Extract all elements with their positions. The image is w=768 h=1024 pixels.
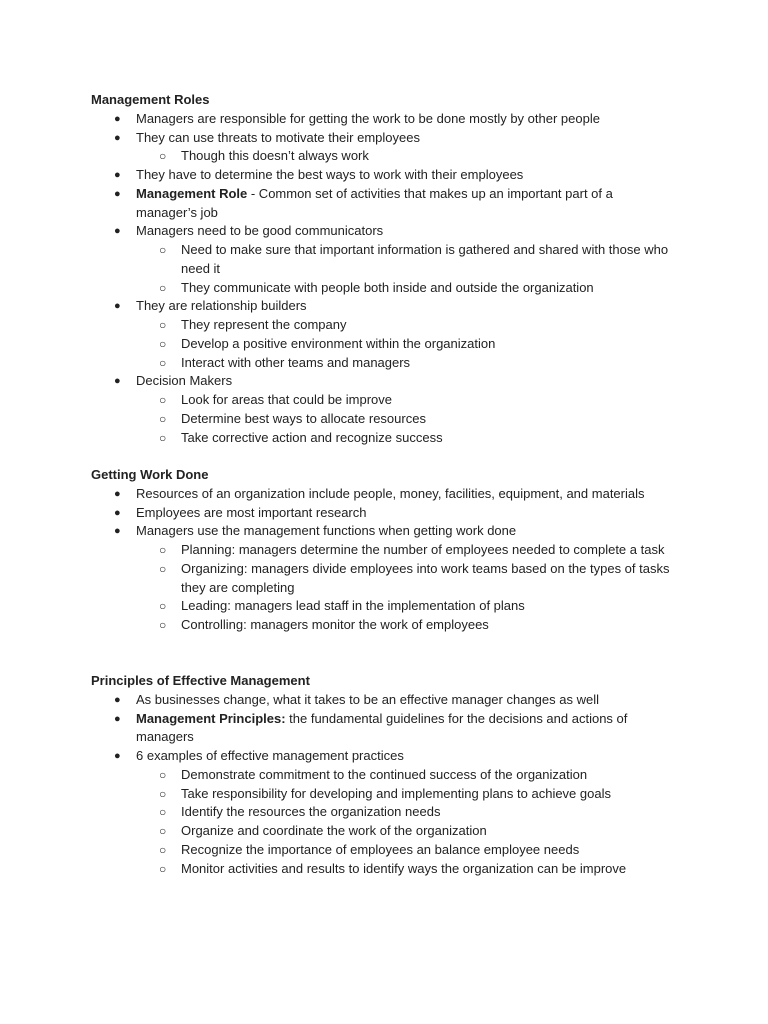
- sub-item-text: Planning: managers determine the number of employees needed to complete a task: [181, 542, 665, 557]
- sub-item-text: Organize and coordinate the work of the organization: [181, 823, 487, 838]
- sub-item-text: Need to make sure that important information is gathered and shared with those who need it: [181, 242, 669, 276]
- circle-bullet-icon: ○: [159, 430, 167, 445]
- circle-bullet-icon: ○: [159, 618, 167, 632]
- list-item: [91, 522, 691, 635]
- list-item-text: [136, 710, 666, 748]
- circle-bullet-icon: ○: [159, 786, 167, 801]
- list-item-text: They have to determine the best ways to work with their employees: [136, 167, 524, 182]
- sub-list-item: [91, 147, 691, 166]
- sub-item-text: Demonstrate commitment to the continued success of the organization: [181, 766, 588, 782]
- bullet-icon: ●: [114, 131, 121, 144]
- bullet-list: [91, 691, 691, 879]
- section-heading: Management Roles: [91, 92, 210, 107]
- list-item: [91, 185, 691, 223]
- bullet-icon: ●: [114, 169, 121, 181]
- sub-list-item: [91, 616, 691, 635]
- list-item: [91, 297, 691, 372]
- circle-bullet-icon: ○: [159, 336, 167, 351]
- sub-list-item: [91, 335, 691, 354]
- list-item-text: 6 examples of effective management practices: [136, 748, 404, 763]
- circle-bullet-icon: ○: [159, 149, 167, 164]
- sub-item-text: Organizing: managers divide employees into work teams based on the types of tasks they are completing: [181, 560, 670, 595]
- sub-list-item: [91, 316, 691, 335]
- sub-list-item: [91, 766, 691, 785]
- circle-bullet-icon: ○: [159, 861, 167, 876]
- list-item: [91, 166, 691, 185]
- sub-list: [136, 541, 691, 635]
- sub-list-item: [91, 597, 691, 616]
- term-definition: - Common set of activities that makes up an important part of a manager’s job: [136, 185, 613, 220]
- list-item: [91, 222, 691, 297]
- sub-item-text: They represent the company: [181, 317, 347, 332]
- circle-bullet-icon: ○: [159, 824, 167, 838]
- sub-list: [136, 766, 691, 879]
- circle-bullet-icon: ○: [159, 599, 167, 614]
- term-definition: the fundamental guidelines for the decisions and actions of managers: [136, 710, 628, 745]
- bullet-icon: ●: [114, 225, 121, 238]
- section-principles: [91, 672, 691, 878]
- bullet-icon: ●: [114, 750, 121, 762]
- sub-list: [136, 391, 691, 447]
- term-bold: Management Principles:: [136, 710, 286, 726]
- list-item: [91, 372, 691, 447]
- list-item: [91, 129, 691, 167]
- term-bold: Management Role: [136, 185, 248, 201]
- section-heading: Principles of Effective Management: [91, 673, 310, 688]
- circle-bullet-icon: ○: [159, 805, 167, 820]
- sub-list-item: [91, 241, 691, 279]
- list-item-text: Employees are most important research: [136, 504, 367, 520]
- sub-list: [136, 316, 691, 372]
- sub-list-item: [91, 541, 691, 560]
- sub-list-item: [91, 354, 691, 373]
- list-item-text: Managers need to be good communicators: [136, 223, 384, 239]
- list-item: [91, 110, 691, 129]
- sub-list-item: [91, 410, 691, 429]
- sub-list-item: [91, 803, 691, 822]
- circle-bullet-icon: ○: [159, 543, 167, 557]
- sub-list-item: [91, 841, 691, 860]
- list-item: [91, 710, 691, 748]
- list-item-text: [136, 185, 626, 223]
- sub-item-text: Determine best ways to allocate resources: [181, 410, 426, 426]
- bullet-icon: ●: [114, 693, 121, 706]
- circle-bullet-icon: ○: [159, 355, 167, 370]
- list-item: [91, 691, 691, 710]
- section-getting-work-done: [91, 466, 691, 635]
- sub-item-text: They communicate with people both inside and outside the organization: [181, 279, 594, 295]
- sub-list-item: [91, 785, 691, 804]
- list-item-text: Managers use the management functions when getting work done: [136, 523, 517, 539]
- sub-item-text: Interact with other teams and managers: [181, 354, 411, 370]
- section-management-roles: [91, 91, 691, 447]
- sub-list-item: [91, 822, 691, 841]
- sub-list-item: [91, 279, 691, 298]
- sub-item-text: Take responsibility for developing and implementing plans to achieve goals: [181, 785, 611, 801]
- sub-item-text: Recognize the importance of employees an balance employee needs: [181, 841, 580, 857]
- list-item-text: Managers are responsible for getting the work to be done mostly by other people: [136, 110, 600, 126]
- sub-item-text: Though this doesn’t always work: [181, 148, 369, 164]
- list-item-text: Decision Makers: [136, 373, 233, 389]
- circle-bullet-icon: ○: [159, 842, 167, 857]
- bullet-icon: ●: [114, 525, 121, 538]
- list-item-text: They can use threats to motivate their employees: [136, 129, 420, 145]
- sub-item-text: Leading: managers lead staff in the implementation of plans: [181, 598, 525, 614]
- list-item: [91, 504, 691, 523]
- circle-bullet-icon: ○: [159, 280, 167, 295]
- sub-list: [136, 147, 691, 166]
- bullet-icon: ●: [114, 187, 121, 200]
- list-item-text: As businesses change, what it takes to be an effective manager changes as well: [136, 691, 599, 707]
- sub-item-text: Controlling: managers monitor the work of employees: [181, 617, 489, 632]
- circle-bullet-icon: ○: [159, 411, 167, 426]
- sub-item-text: Look for areas that could be improve: [181, 392, 393, 407]
- circle-bullet-icon: ○: [159, 767, 167, 782]
- circle-bullet-icon: ○: [159, 561, 167, 576]
- bullet-icon: ●: [114, 712, 121, 725]
- list-item: [91, 747, 691, 878]
- bullet-list: [91, 110, 691, 448]
- sub-item-text: Monitor activities and results to identify ways the organization can be improve: [181, 860, 627, 876]
- circle-bullet-icon: ○: [159, 393, 167, 407]
- bullet-icon: ●: [114, 487, 121, 500]
- sub-item-text: Identify the resources the organization needs: [181, 804, 441, 820]
- circle-bullet-icon: ○: [159, 318, 167, 332]
- bullet-icon: ●: [114, 112, 121, 125]
- sub-list-item: [91, 429, 691, 448]
- bullet-list: [91, 485, 691, 635]
- sub-item-text: Develop a positive environment within the organization: [181, 335, 496, 351]
- list-item-text: Resources of an organization include people, money, facilities, equipment, and materials: [136, 485, 645, 501]
- sub-list-item: [91, 860, 691, 879]
- circle-bullet-icon: ○: [159, 243, 167, 257]
- list-item: [91, 485, 691, 504]
- bullet-icon: ●: [114, 375, 121, 388]
- sub-list-item: [91, 560, 691, 598]
- list-item-text: They are relationship builders: [136, 298, 307, 314]
- sub-list-item: [91, 391, 691, 410]
- sub-item-text: Take corrective action and recognize success: [181, 429, 443, 445]
- bullet-icon: ●: [114, 300, 121, 313]
- bullet-icon: ●: [114, 506, 121, 519]
- section-heading: Getting Work Done: [91, 467, 209, 482]
- sub-list: [136, 241, 691, 297]
